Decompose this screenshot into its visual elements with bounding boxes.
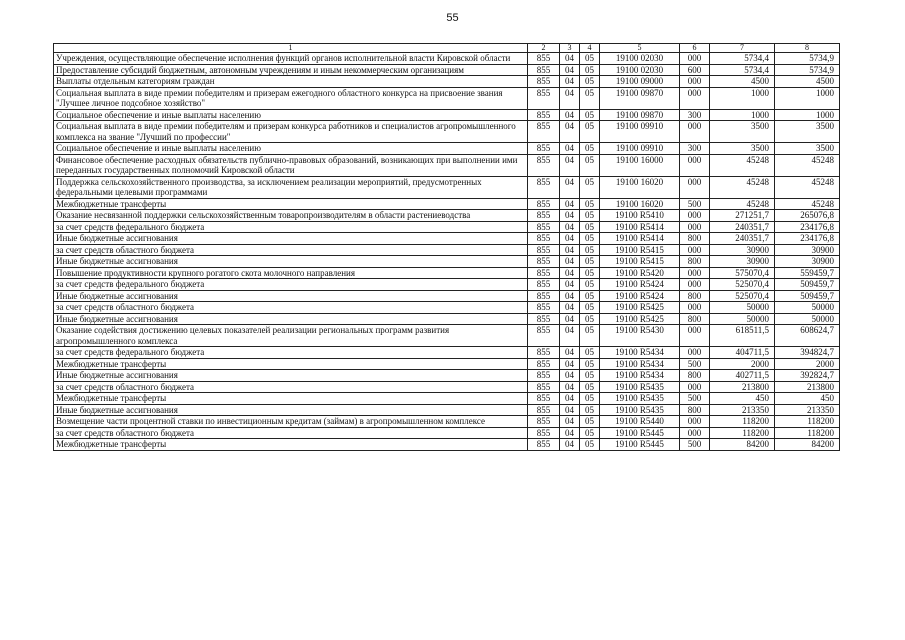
table-row bbox=[54, 381, 840, 393]
ministry-code-cell: 855 bbox=[528, 279, 560, 291]
subsection-cell: 05 bbox=[580, 427, 600, 439]
section-cell: 04 bbox=[560, 302, 580, 314]
subsection-cell: 05 bbox=[580, 64, 600, 76]
target-article-cell: 19100 09910 bbox=[600, 143, 680, 155]
target-article-cell: 19100 R5425 bbox=[600, 313, 680, 325]
section-cell: 04 bbox=[560, 53, 580, 65]
ministry-code-cell: 855 bbox=[528, 154, 560, 176]
target-article-cell: 19100 R5414 bbox=[600, 233, 680, 245]
ministry-code-cell: 855 bbox=[528, 176, 560, 198]
target-article-cell: 19100 09870 bbox=[600, 87, 680, 109]
amount-year1-cell: 3500 bbox=[710, 143, 775, 155]
expense-type-cell: 000 bbox=[680, 347, 710, 359]
expense-type-cell: 300 bbox=[680, 143, 710, 155]
subsection-cell: 05 bbox=[580, 210, 600, 222]
amount-year1-cell: 45248 bbox=[710, 198, 775, 210]
section-cell: 04 bbox=[560, 381, 580, 393]
expense-name-cell: Возмещение части процентной ставки по инвестиционным кредитам (займам) в агропромышленном комплексе bbox=[54, 416, 528, 428]
section-cell: 04 bbox=[560, 198, 580, 210]
header-cell: 8 bbox=[775, 44, 840, 53]
amount-year1-cell: 618511,5 bbox=[710, 325, 775, 347]
amount-year2-cell: 394824,7 bbox=[775, 347, 840, 359]
expense-name-cell: Социальная выплата в виде премии победителям и призерам конкурса работников и специалистов агропромышленного комплекса на звание "Лучший по профессии" bbox=[54, 121, 528, 143]
subsection-cell: 05 bbox=[580, 256, 600, 268]
amount-year1-cell: 1000 bbox=[710, 109, 775, 121]
amount-year1-cell: 525070,4 bbox=[710, 279, 775, 291]
table-row bbox=[54, 439, 840, 451]
expense-type-cell: 500 bbox=[680, 358, 710, 370]
amount-year2-cell: 4500 bbox=[775, 76, 840, 88]
target-article-cell: 19100 09870 bbox=[600, 109, 680, 121]
expense-type-cell: 000 bbox=[680, 154, 710, 176]
amount-year2-cell: 213350 bbox=[775, 404, 840, 416]
target-article-cell: 19100 R5414 bbox=[600, 221, 680, 233]
amount-year2-cell: 118200 bbox=[775, 427, 840, 439]
amount-year2-cell: 45248 bbox=[775, 198, 840, 210]
target-article-cell: 19100 R5420 bbox=[600, 267, 680, 279]
expense-type-cell: 000 bbox=[680, 325, 710, 347]
subsection-cell: 05 bbox=[580, 290, 600, 302]
table-row bbox=[54, 325, 840, 347]
ministry-code-cell: 855 bbox=[528, 381, 560, 393]
amount-year2-cell: 392824,7 bbox=[775, 370, 840, 382]
amount-year2-cell: 234176,8 bbox=[775, 221, 840, 233]
target-article-cell: 19100 R5424 bbox=[600, 279, 680, 291]
subsection-cell: 05 bbox=[580, 416, 600, 428]
expense-name-cell: за счет средств федерального бюджета bbox=[54, 279, 528, 291]
expense-name-cell: Межбюджетные трансферты bbox=[54, 439, 528, 451]
header-cell: 5 bbox=[600, 44, 680, 53]
expense-name-cell: Повышение продуктивности крупного рогатого скота молочного направления bbox=[54, 267, 528, 279]
expense-type-cell: 000 bbox=[680, 416, 710, 428]
expense-name-cell: Иные бюджетные ассигнования bbox=[54, 313, 528, 325]
target-article-cell: 19100 02030 bbox=[600, 53, 680, 65]
expense-type-cell: 800 bbox=[680, 404, 710, 416]
amount-year1-cell: 402711,5 bbox=[710, 370, 775, 382]
amount-year2-cell: 118200 bbox=[775, 416, 840, 428]
section-cell: 04 bbox=[560, 64, 580, 76]
expense-name-cell: за счет средств областного бюджета bbox=[54, 302, 528, 314]
expense-type-cell: 000 bbox=[680, 210, 710, 222]
amount-year2-cell: 234176,8 bbox=[775, 233, 840, 245]
expense-type-cell: 800 bbox=[680, 370, 710, 382]
section-cell: 04 bbox=[560, 416, 580, 428]
table-row bbox=[54, 233, 840, 245]
table-row bbox=[54, 109, 840, 121]
subsection-cell: 05 bbox=[580, 176, 600, 198]
table-row bbox=[54, 290, 840, 302]
subsection-cell: 05 bbox=[580, 198, 600, 210]
amount-year2-cell: 608624,7 bbox=[775, 325, 840, 347]
expense-name-cell: Иные бюджетные ассигнования bbox=[54, 256, 528, 268]
target-article-cell: 19100 R5434 bbox=[600, 347, 680, 359]
subsection-cell: 05 bbox=[580, 381, 600, 393]
expense-name-cell: за счет средств федерального бюджета bbox=[54, 221, 528, 233]
expense-name-cell: за счет средств областного бюджета bbox=[54, 381, 528, 393]
budget-table-body bbox=[54, 44, 840, 451]
amount-year1-cell: 4500 bbox=[710, 76, 775, 88]
table-row bbox=[54, 416, 840, 428]
section-cell: 04 bbox=[560, 279, 580, 291]
ministry-code-cell: 855 bbox=[528, 233, 560, 245]
header-cell: 4 bbox=[580, 44, 600, 53]
table-row bbox=[54, 154, 840, 176]
ministry-code-cell: 855 bbox=[528, 313, 560, 325]
amount-year2-cell: 30900 bbox=[775, 244, 840, 256]
amount-year2-cell: 509459,7 bbox=[775, 290, 840, 302]
amount-year2-cell: 450 bbox=[775, 393, 840, 405]
target-article-cell: 19100 16020 bbox=[600, 176, 680, 198]
amount-year1-cell: 525070,4 bbox=[710, 290, 775, 302]
ministry-code-cell: 855 bbox=[528, 358, 560, 370]
section-cell: 04 bbox=[560, 143, 580, 155]
expense-type-cell: 000 bbox=[680, 53, 710, 65]
expense-name-cell: за счет средств областного бюджета bbox=[54, 427, 528, 439]
subsection-cell: 05 bbox=[580, 358, 600, 370]
amount-year1-cell: 30900 bbox=[710, 244, 775, 256]
amount-year2-cell: 1000 bbox=[775, 87, 840, 109]
expense-name-cell: Иные бюджетные ассигнования bbox=[54, 370, 528, 382]
amount-year2-cell: 5734,9 bbox=[775, 53, 840, 65]
expense-type-cell: 500 bbox=[680, 198, 710, 210]
header-cell: 1 bbox=[54, 44, 528, 53]
subsection-cell: 05 bbox=[580, 87, 600, 109]
ministry-code-cell: 855 bbox=[528, 109, 560, 121]
section-cell: 04 bbox=[560, 358, 580, 370]
amount-year1-cell: 271251,7 bbox=[710, 210, 775, 222]
section-cell: 04 bbox=[560, 76, 580, 88]
amount-year1-cell: 1000 bbox=[710, 87, 775, 109]
expense-type-cell: 600 bbox=[680, 64, 710, 76]
amount-year1-cell: 3500 bbox=[710, 121, 775, 143]
section-cell: 04 bbox=[560, 393, 580, 405]
ministry-code-cell: 855 bbox=[528, 221, 560, 233]
ministry-code-cell: 855 bbox=[528, 87, 560, 109]
expense-type-cell: 000 bbox=[680, 279, 710, 291]
ministry-code-cell: 855 bbox=[528, 143, 560, 155]
section-cell: 04 bbox=[560, 87, 580, 109]
expense-type-cell: 000 bbox=[680, 244, 710, 256]
section-cell: 04 bbox=[560, 325, 580, 347]
section-cell: 04 bbox=[560, 427, 580, 439]
amount-year1-cell: 240351,7 bbox=[710, 221, 775, 233]
section-cell: 04 bbox=[560, 233, 580, 245]
expense-type-cell: 800 bbox=[680, 233, 710, 245]
table-row bbox=[54, 210, 840, 222]
target-article-cell: 19100 R5435 bbox=[600, 393, 680, 405]
expense-type-cell: 500 bbox=[680, 439, 710, 451]
amount-year1-cell: 118200 bbox=[710, 427, 775, 439]
ministry-code-cell: 855 bbox=[528, 290, 560, 302]
section-cell: 04 bbox=[560, 121, 580, 143]
target-article-cell: 19100 09000 bbox=[600, 76, 680, 88]
header-cell: 2 bbox=[528, 44, 560, 53]
subsection-cell: 05 bbox=[580, 325, 600, 347]
amount-year1-cell: 2000 bbox=[710, 358, 775, 370]
table-row bbox=[54, 143, 840, 155]
amount-year1-cell: 575070,4 bbox=[710, 267, 775, 279]
section-cell: 04 bbox=[560, 370, 580, 382]
table-row bbox=[54, 358, 840, 370]
amount-year2-cell: 265076,8 bbox=[775, 210, 840, 222]
expense-name-cell: Социальная выплата в виде премии победителям и призерам ежегодного областного конкурса на присвоение звания "Лучшее личное подсобное хозяйство" bbox=[54, 87, 528, 109]
ministry-code-cell: 855 bbox=[528, 53, 560, 65]
amount-year1-cell: 213350 bbox=[710, 404, 775, 416]
section-cell: 04 bbox=[560, 221, 580, 233]
amount-year1-cell: 213800 bbox=[710, 381, 775, 393]
target-article-cell: 19100 R5434 bbox=[600, 358, 680, 370]
subsection-cell: 05 bbox=[580, 76, 600, 88]
ministry-code-cell: 855 bbox=[528, 427, 560, 439]
table-row bbox=[54, 244, 840, 256]
expense-type-cell: 500 bbox=[680, 393, 710, 405]
table-row bbox=[54, 279, 840, 291]
amount-year2-cell: 509459,7 bbox=[775, 279, 840, 291]
amount-year2-cell: 30900 bbox=[775, 256, 840, 268]
expense-type-cell: 000 bbox=[680, 87, 710, 109]
subsection-cell: 05 bbox=[580, 109, 600, 121]
amount-year1-cell: 45248 bbox=[710, 154, 775, 176]
section-cell: 04 bbox=[560, 154, 580, 176]
target-article-cell: 19100 09910 bbox=[600, 121, 680, 143]
expense-name-cell: за счет средств федерального бюджета bbox=[54, 347, 528, 359]
ministry-code-cell: 855 bbox=[528, 64, 560, 76]
expense-type-cell: 300 bbox=[680, 109, 710, 121]
expense-type-cell: 000 bbox=[680, 121, 710, 143]
expense-name-cell: Социальное обеспечение и иные выплаты населению bbox=[54, 143, 528, 155]
amount-year2-cell: 2000 bbox=[775, 358, 840, 370]
amount-year2-cell: 84200 bbox=[775, 439, 840, 451]
ministry-code-cell: 855 bbox=[528, 439, 560, 451]
subsection-cell: 05 bbox=[580, 347, 600, 359]
subsection-cell: 05 bbox=[580, 221, 600, 233]
section-cell: 04 bbox=[560, 244, 580, 256]
section-cell: 04 bbox=[560, 290, 580, 302]
expense-type-cell: 800 bbox=[680, 256, 710, 268]
target-article-cell: 19100 16000 bbox=[600, 154, 680, 176]
expense-type-cell: 000 bbox=[680, 381, 710, 393]
table-row bbox=[54, 256, 840, 268]
ministry-code-cell: 855 bbox=[528, 302, 560, 314]
target-article-cell: 19100 R5435 bbox=[600, 381, 680, 393]
expense-type-cell: 000 bbox=[680, 176, 710, 198]
header-cell: 6 bbox=[680, 44, 710, 53]
amount-year2-cell: 45248 bbox=[775, 176, 840, 198]
target-article-cell: 19100 R5440 bbox=[600, 416, 680, 428]
subsection-cell: 05 bbox=[580, 279, 600, 291]
expense-name-cell: Социальное обеспечение и иные выплаты населению bbox=[54, 109, 528, 121]
ministry-code-cell: 855 bbox=[528, 404, 560, 416]
expense-name-cell: Финансовое обеспечение расходных обязательств публично-правовых образований, возникающих при выполнении ими переданных государственных полномочий Кировской области bbox=[54, 154, 528, 176]
expense-name-cell: Выплаты отдельным категориям граждан bbox=[54, 76, 528, 88]
amount-year1-cell: 45248 bbox=[710, 176, 775, 198]
ministry-code-cell: 855 bbox=[528, 210, 560, 222]
page-number: 55 bbox=[446, 12, 459, 24]
subsection-cell: 05 bbox=[580, 267, 600, 279]
target-article-cell: 19100 R5434 bbox=[600, 370, 680, 382]
amount-year1-cell: 5734,4 bbox=[710, 53, 775, 65]
amount-year1-cell: 30900 bbox=[710, 256, 775, 268]
section-cell: 04 bbox=[560, 109, 580, 121]
table-row bbox=[54, 427, 840, 439]
expense-name-cell: Межбюджетные трансферты bbox=[54, 358, 528, 370]
table-row bbox=[54, 53, 840, 65]
amount-year2-cell: 45248 bbox=[775, 154, 840, 176]
subsection-cell: 05 bbox=[580, 244, 600, 256]
subsection-cell: 05 bbox=[580, 302, 600, 314]
table-row bbox=[54, 221, 840, 233]
amount-year2-cell: 1000 bbox=[775, 109, 840, 121]
subsection-cell: 05 bbox=[580, 313, 600, 325]
table-row bbox=[54, 347, 840, 359]
table-row bbox=[54, 87, 840, 109]
subsection-cell: 05 bbox=[580, 53, 600, 65]
table-row bbox=[54, 267, 840, 279]
expense-type-cell: 000 bbox=[680, 76, 710, 88]
table-header-row bbox=[54, 44, 840, 53]
amount-year2-cell: 3500 bbox=[775, 121, 840, 143]
subsection-cell: 05 bbox=[580, 154, 600, 176]
ministry-code-cell: 855 bbox=[528, 198, 560, 210]
expense-name-cell: Иные бюджетные ассигнования bbox=[54, 404, 528, 416]
subsection-cell: 05 bbox=[580, 404, 600, 416]
target-article-cell: 19100 16020 bbox=[600, 198, 680, 210]
amount-year2-cell: 5734,9 bbox=[775, 64, 840, 76]
target-article-cell: 19100 R5435 bbox=[600, 404, 680, 416]
table-row bbox=[54, 393, 840, 405]
expense-name-cell: Поддержка сельскохозяйственного производства, за исключением реализации мероприятий, предусмотренных федеральными целевыми программами bbox=[54, 176, 528, 198]
amount-year1-cell: 50000 bbox=[710, 302, 775, 314]
expense-name-cell: Межбюджетные трансферты bbox=[54, 198, 528, 210]
ministry-code-cell: 855 bbox=[528, 267, 560, 279]
budget-table bbox=[53, 43, 840, 451]
subsection-cell: 05 bbox=[580, 370, 600, 382]
table-row bbox=[54, 176, 840, 198]
ministry-code-cell: 855 bbox=[528, 370, 560, 382]
expense-name-cell: Предоставление субсидий бюджетным, автономным учреждениям и иным некоммерческим организациям bbox=[54, 64, 528, 76]
amount-year1-cell: 118200 bbox=[710, 416, 775, 428]
section-cell: 04 bbox=[560, 267, 580, 279]
expense-type-cell: 000 bbox=[680, 302, 710, 314]
ministry-code-cell: 855 bbox=[528, 347, 560, 359]
expense-name-cell: Оказание содействия достижению целевых показателей реализации региональных программ развития агропромышленного комплекса bbox=[54, 325, 528, 347]
expense-type-cell: 000 bbox=[680, 267, 710, 279]
expense-name-cell: за счет средств областного бюджета bbox=[54, 244, 528, 256]
target-article-cell: 19100 R5445 bbox=[600, 439, 680, 451]
target-article-cell: 19100 R5410 bbox=[600, 210, 680, 222]
expense-type-cell: 000 bbox=[680, 221, 710, 233]
section-cell: 04 bbox=[560, 439, 580, 451]
amount-year1-cell: 84200 bbox=[710, 439, 775, 451]
section-cell: 04 bbox=[560, 210, 580, 222]
expense-type-cell: 000 bbox=[680, 427, 710, 439]
table-row bbox=[54, 76, 840, 88]
table-row bbox=[54, 404, 840, 416]
expense-name-cell: Иные бюджетные ассигнования bbox=[54, 290, 528, 302]
table-row bbox=[54, 121, 840, 143]
expense-name-cell: Межбюджетные трансферты bbox=[54, 393, 528, 405]
header-cell: 7 bbox=[710, 44, 775, 53]
target-article-cell: 19100 02030 bbox=[600, 64, 680, 76]
section-cell: 04 bbox=[560, 256, 580, 268]
ministry-code-cell: 855 bbox=[528, 76, 560, 88]
table-row bbox=[54, 302, 840, 314]
expense-name-cell: Иные бюджетные ассигнования bbox=[54, 233, 528, 245]
amount-year1-cell: 450 bbox=[710, 393, 775, 405]
section-cell: 04 bbox=[560, 313, 580, 325]
subsection-cell: 05 bbox=[580, 439, 600, 451]
ministry-code-cell: 855 bbox=[528, 325, 560, 347]
section-cell: 04 bbox=[560, 404, 580, 416]
section-cell: 04 bbox=[560, 347, 580, 359]
amount-year1-cell: 5734,4 bbox=[710, 64, 775, 76]
ministry-code-cell: 855 bbox=[528, 121, 560, 143]
table-row bbox=[54, 370, 840, 382]
target-article-cell: 19100 R5425 bbox=[600, 302, 680, 314]
amount-year1-cell: 404711,5 bbox=[710, 347, 775, 359]
expense-name-cell: Оказание несвязанной поддержки сельскохозяйственным товаропроизводителям в области растениеводства bbox=[54, 210, 528, 222]
amount-year1-cell: 240351,7 bbox=[710, 233, 775, 245]
header-cell: 3 bbox=[560, 44, 580, 53]
section-cell: 04 bbox=[560, 176, 580, 198]
expense-type-cell: 800 bbox=[680, 313, 710, 325]
expense-name-cell: Учреждения, осуществляющие обеспечение исполнения функций органов исполнительной власти Кировской области bbox=[54, 53, 528, 65]
amount-year2-cell: 559459,7 bbox=[775, 267, 840, 279]
subsection-cell: 05 bbox=[580, 393, 600, 405]
ministry-code-cell: 855 bbox=[528, 416, 560, 428]
subsection-cell: 05 bbox=[580, 121, 600, 143]
target-article-cell: 19100 R5415 bbox=[600, 256, 680, 268]
table-row bbox=[54, 64, 840, 76]
ministry-code-cell: 855 bbox=[528, 393, 560, 405]
target-article-cell: 19100 R5445 bbox=[600, 427, 680, 439]
amount-year2-cell: 3500 bbox=[775, 143, 840, 155]
amount-year2-cell: 213800 bbox=[775, 381, 840, 393]
target-article-cell: 19100 R5424 bbox=[600, 290, 680, 302]
target-article-cell: 19100 R5430 bbox=[600, 325, 680, 347]
table-row bbox=[54, 313, 840, 325]
ministry-code-cell: 855 bbox=[528, 256, 560, 268]
amount-year2-cell: 50000 bbox=[775, 313, 840, 325]
expense-type-cell: 800 bbox=[680, 290, 710, 302]
ministry-code-cell: 855 bbox=[528, 244, 560, 256]
table-row bbox=[54, 198, 840, 210]
subsection-cell: 05 bbox=[580, 143, 600, 155]
subsection-cell: 05 bbox=[580, 233, 600, 245]
target-article-cell: 19100 R5415 bbox=[600, 244, 680, 256]
amount-year1-cell: 50000 bbox=[710, 313, 775, 325]
amount-year2-cell: 50000 bbox=[775, 302, 840, 314]
